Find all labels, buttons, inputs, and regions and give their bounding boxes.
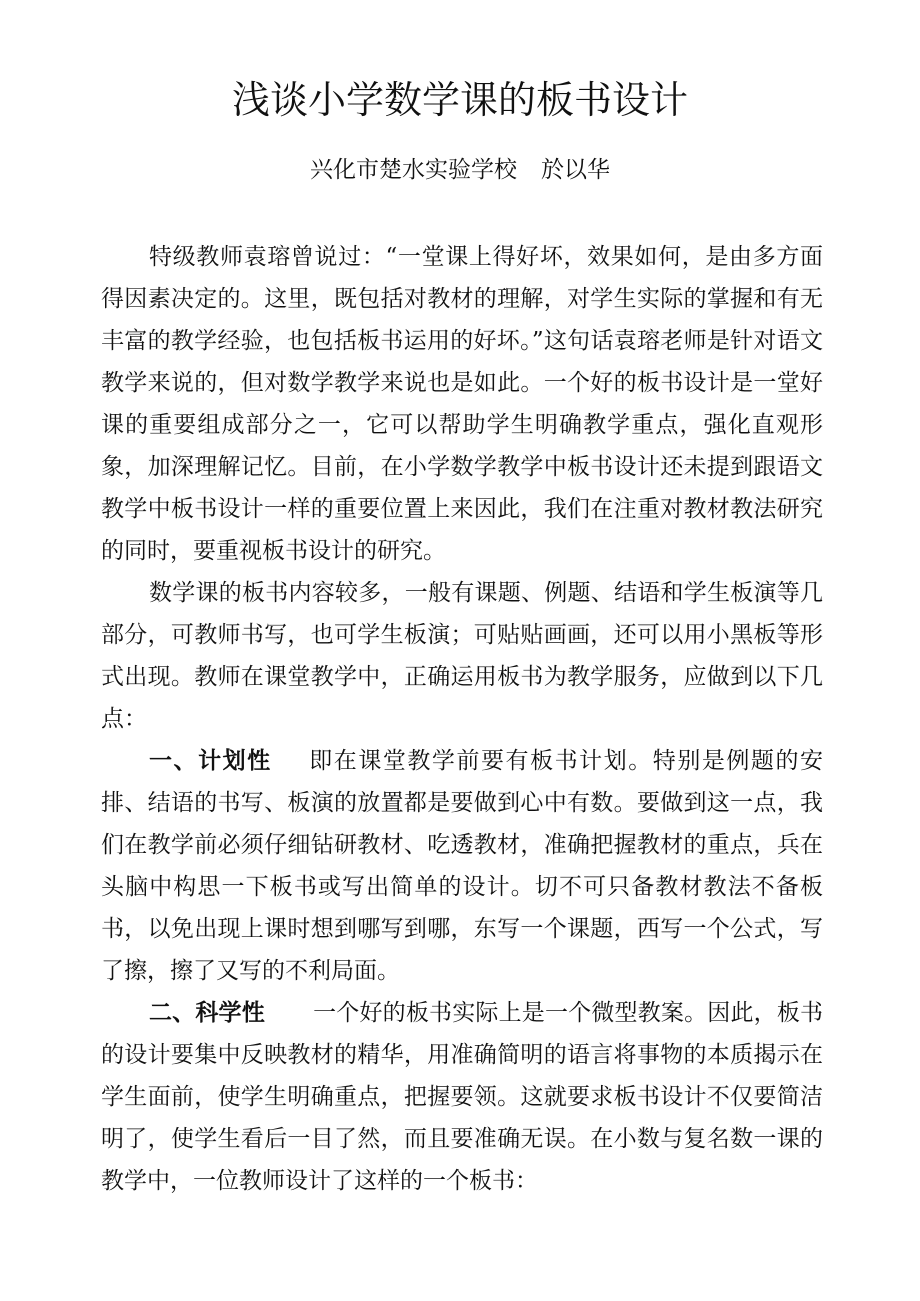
section-heading-scientific: 二、科学性	[149, 1000, 265, 1026]
document-body	[101, 236, 823, 1202]
school-name: 兴化市楚水实验学校	[310, 157, 517, 183]
paragraph-1: 特级教师袁瑢曾说过：“一堂课上得好坏，效果如何，是由多方面得因素决定的。这里，既包括对教材的理解，对学生实际的掌握和有无丰富的教学经验，也包括板书运用的好坏。”这句话袁瑢老师是针对语文教学来说的，但对数学教学来说也是如此。一个好的板书设计是一堂好课的重要组成部分之一，它可以帮助学生明确教学重点，强化直观形象，加深理解记忆。目前，在小学数学教学中板书设计还未提到跟语文教学中板书设计一样的重要位置上来因此，我们在注重对教材教法研究的同时，要重视板书设计的研究。	[101, 244, 823, 564]
document-title: 浅谈小学数学课的板书设计	[231, 78, 688, 122]
section-text-planning: 即在课堂教学前要有板书计划。特别是例题的安排、结语的书写、板演的放置都是要做到心中有数。要做到这一点，我们在教学前必须仔细钻研教材、吃透教材，准确把握教材的重点，兵在头脑中构思一下板书或写出简单的设计。切不可只备教材教法不备板书，以免出现上课时想到哪写到哪，东写一个课题，西写一个公式，写了擦，擦了又写的不利局面。	[101, 748, 824, 984]
paragraph-2: 数学课的板书内容较多，一般有课题、例题、结语和学生板演等几部分，可教师书写，也可学生板演；可贴贴画画，还可以用小黑板等形式出现。教师在课堂教学中，正确运用板书为教学服务，应做到以下几点：	[101, 580, 823, 732]
author-name: 於以华	[541, 157, 610, 183]
section-heading-planning: 一、计划性	[149, 748, 272, 774]
author-line	[0, 150, 920, 190]
paragraph-3	[101, 740, 823, 992]
paragraph-4	[101, 992, 823, 1202]
section-text-scientific: 一个好的板书实际上是一个微型教案。因此，板书的设计要集中反映教材的精华，用准确简明的语言将事物的本质揭示在学生面前，使学生明确重点，把握要领。这就要求板书设计不仅要简洁明了，使学生看后一目了然，而且要准确无误。在小数与复名数一课的教学中，一位教师设计了这样的一个板书：	[101, 1000, 824, 1194]
